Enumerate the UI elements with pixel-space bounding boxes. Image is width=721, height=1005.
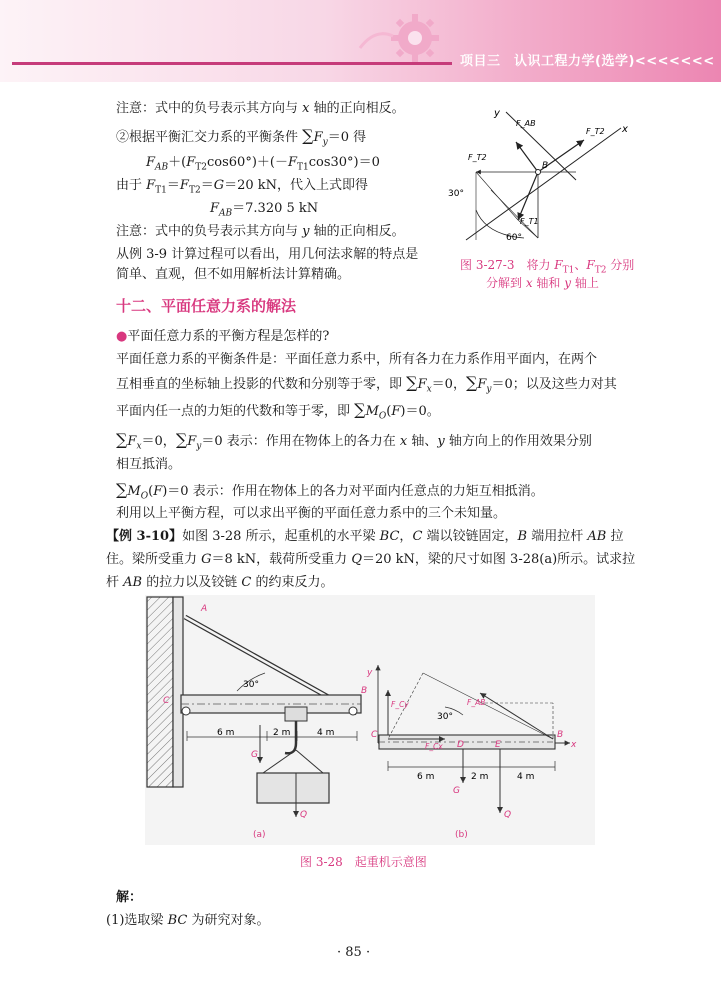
conclusion-line-1: 从例 3-9 计算过程可以看出，用几何法求解的特点是 <box>116 247 419 262</box>
solution-step-1: (1)选取梁 BC 为研究对象。 <box>106 913 270 928</box>
fig328a-label-C: C <box>163 696 170 706</box>
example-tag: 【例 3-10】 <box>106 529 183 544</box>
fig328b-label-y: y <box>367 668 373 678</box>
fig328b-label-2m: 2 m <box>471 772 489 782</box>
fig328b-label-4m: 4 m <box>517 772 535 782</box>
figure-3-28-crane-diagram <box>145 595 595 845</box>
fig328b-label-fcy: F_Cy <box>391 700 409 709</box>
figure-3-27-3-force-diagram <box>446 100 646 250</box>
conclusion-line-2: 简单、直观，但不如用解析法计算精确。 <box>116 267 351 282</box>
fig327-label-ft1: F_T1 <box>520 217 539 226</box>
para-1-line-3: 平面内任一点的力矩的代数和等于零，即 $\sum M_O(F)=0$。 <box>116 400 440 422</box>
fig328b-label-fab: F_AB <box>467 698 486 707</box>
step-2-line: ②根据平衡汇交力系的平衡条件 $\sum F_y=0$ 得 <box>116 126 367 148</box>
fig328a-label-Q: Q <box>300 810 308 820</box>
fig327-label-y: y <box>494 108 500 119</box>
equation-fab-result: $F_{AB}=7.320$ 5 kN <box>210 201 319 219</box>
fig328b-label-fcx: F_Cx <box>425 742 443 751</box>
fig328a-label-A: A <box>201 604 208 614</box>
substitution-line: 由于 $F_{T1}=F_{T2}=G=20$ kN，代入上式即得 <box>116 178 369 196</box>
page-number: · 85 · <box>337 945 371 960</box>
chapter-title: 项目三 认识工程力学(选学)<<<<<<< <box>460 54 715 69</box>
fig328b-label-D: D <box>457 740 464 750</box>
figure-3-28-caption: 图 3-28 起重机示意图 <box>300 855 427 869</box>
fig327-label-x: x <box>622 124 628 135</box>
x-axis-line <box>466 128 621 240</box>
figure-3-27-3-caption-line-2: 分解到 x 轴和 y 轴上 <box>486 276 599 290</box>
solution-heading: 解： <box>116 890 143 905</box>
note-x-direction: 注意：式中的负号表示其方向与 x 轴的正向相反。 <box>116 101 405 116</box>
fig327-label-fab: F_AB <box>516 119 536 128</box>
fig328b-label-G: G <box>453 786 460 796</box>
fig328b-label-angle: 30° <box>437 712 453 722</box>
fig327-label-ft2-top: F_T2 <box>586 127 605 136</box>
example-line-2: 住。梁所受重力 G＝8 kN，载荷所受重力 Q＝20 kN，梁的尺寸如图 3-28(a)所示。试求拉 <box>106 552 636 567</box>
equation-fab-sum: $F_{AB}+(F_{T2}\cos 60^\circ)+(-F_{T1}\cos 30^\circ)=0$ <box>146 155 380 173</box>
fig328b-label-x: x <box>571 740 577 750</box>
para-2-line-1: $\sum F_x=0$，$\sum F_y=0$ 表示：作用在物体上的各力在 x 轴、y 轴方向上的作用效果分别 <box>116 430 592 452</box>
para-2-line-2: 相互抵消。 <box>116 457 182 472</box>
fig328b-label-B: B <box>557 730 564 740</box>
para-4: 利用以上平衡方程，可以求出平衡的平面任意力系中的三个未知量。 <box>116 506 507 521</box>
fig328b-label-Q: Q <box>504 810 512 820</box>
para-1-line-2: 互相垂直的坐标轴上投影的代数和分别等于零，即 $\sum F_x=0$，$\sum F_y=0$；以及这些力对其 <box>116 373 617 395</box>
example-line-3: 杆 AB 的拉力以及铰链 C 的约束反力。 <box>106 575 334 590</box>
fig327-label-60: 60° <box>506 233 522 243</box>
para-3: $\sum M_O(F)=0$ 表示：作用在物体上的各力对平面内任意点的力矩互相抵消。 <box>116 480 544 502</box>
example-line-1: 【例 3-10】如图 3-28 所示，起重机的水平梁 BC，C 端以铰链固定，B 端用拉杆 AB 拉 <box>106 529 624 544</box>
gear-decoration-icon <box>355 8 455 68</box>
fig327-label-ft2-left: F_T2 <box>468 153 487 162</box>
fig328a-label-B: B <box>361 686 368 696</box>
fig328a-label-G: G <box>251 750 258 760</box>
fig328a-label-2m: 2 m <box>273 728 291 738</box>
fig328a-label-4m: 4 m <box>317 728 335 738</box>
section-question: ●平面任意力系的平衡方程是怎样的? <box>116 329 330 344</box>
figure-3-27-3-caption-line-1: 图 3-27-3 将力 $F_{T1}$、$F_{T2}$ 分别 <box>460 258 635 276</box>
fig328b-label-6m: 6 m <box>417 772 435 782</box>
fig328a-label-angle: 30° <box>243 680 259 690</box>
para-1-line-1: 平面任意力系的平衡条件是：平面任意力系中，所有各力在力系作用平面内，在两个 <box>116 352 598 367</box>
fig328a-label-6m: 6 m <box>217 728 235 738</box>
fig328b-label-C: C <box>371 730 378 740</box>
fig328a-label-a: (a) <box>253 830 266 840</box>
fig328b-label-b: (b) <box>455 830 468 840</box>
fig327-label-30: 30° <box>448 189 464 199</box>
fig328b-label-E: E <box>495 740 501 750</box>
note-y-direction: 注意：式中的负号表示其方向与 y 轴的正向相反。 <box>116 224 405 239</box>
fig327-label-b: B <box>542 161 549 171</box>
section-heading: 十二、平面任意力系的解法 <box>116 297 297 315</box>
